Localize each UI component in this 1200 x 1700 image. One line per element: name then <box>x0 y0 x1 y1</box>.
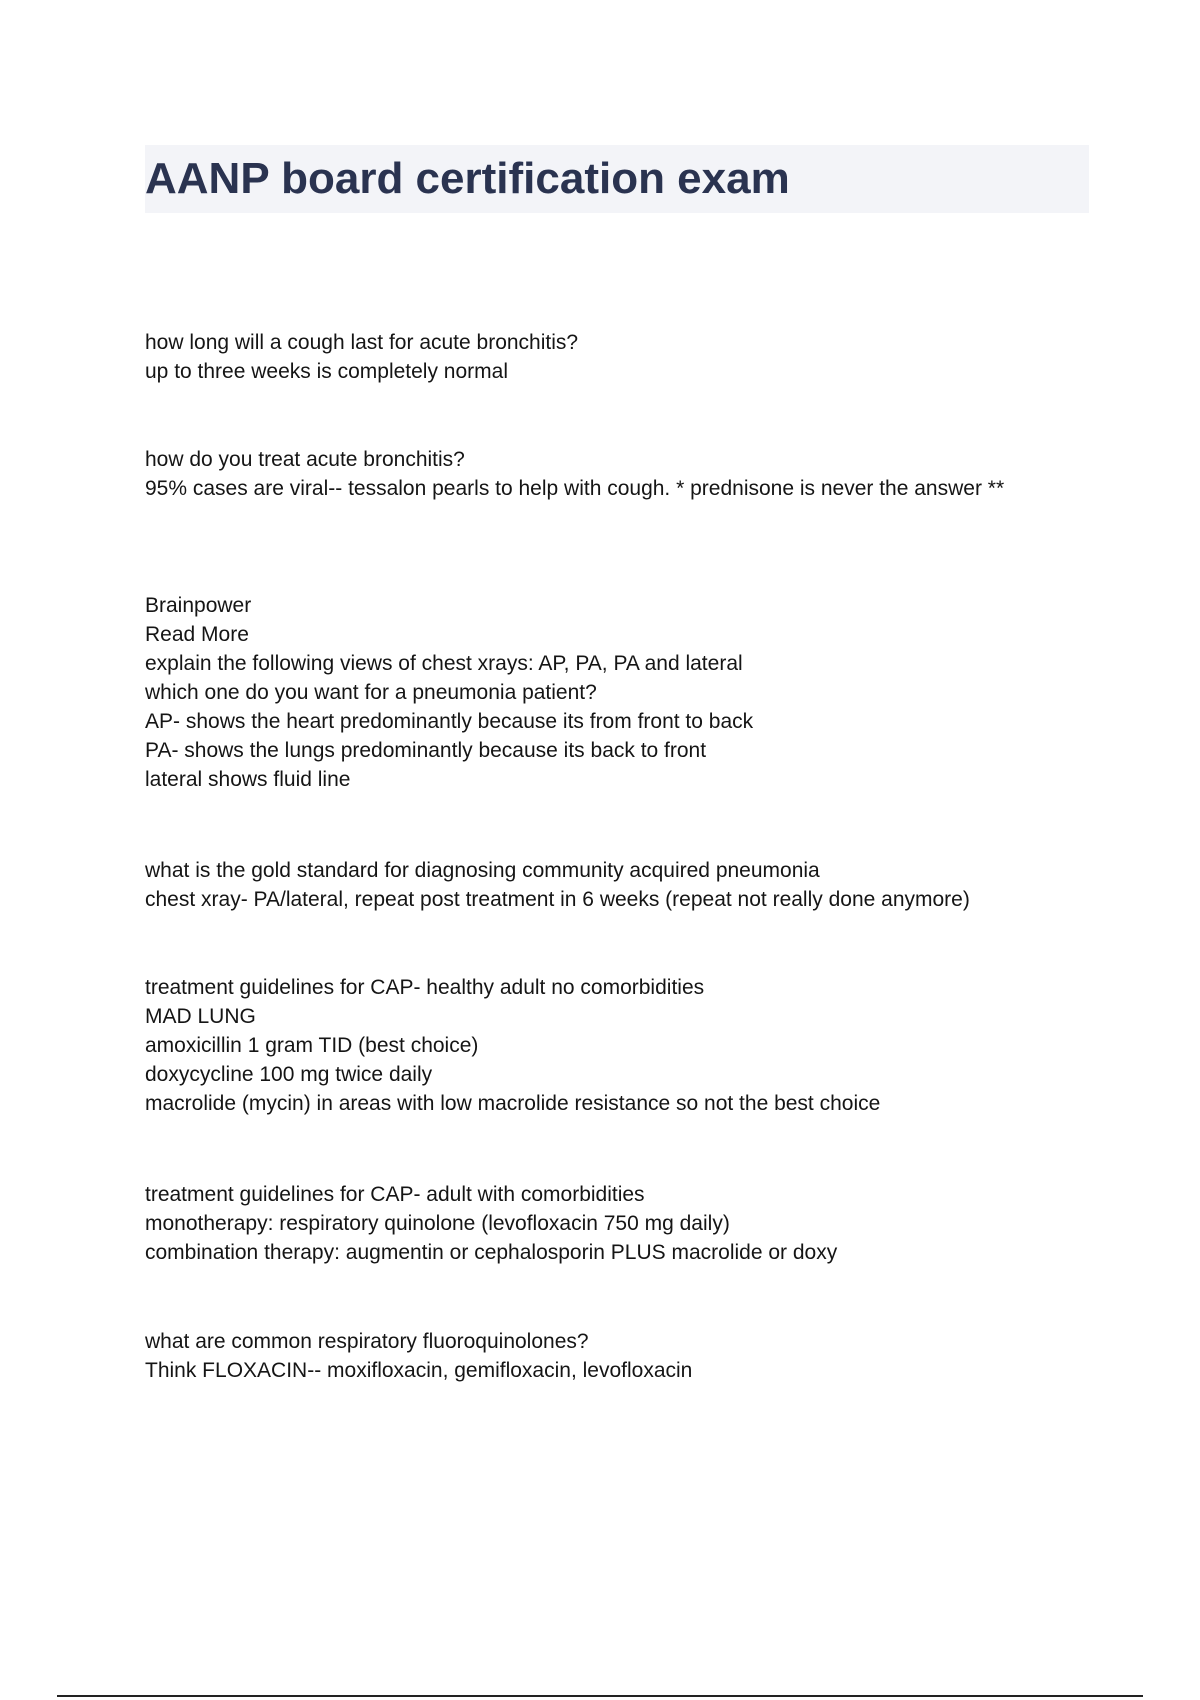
qa-card-fluoroquinolones <box>145 1327 1105 1385</box>
question-text: treatment guidelines for CAP- healthy adult no comorbidities <box>145 976 705 999</box>
question-text: what is the gold standard for diagnosing community acquired pneumonia <box>145 859 820 882</box>
qa-card-cap-comorbidities <box>145 1180 1105 1267</box>
answer-text: Think FLOXACIN-- moxifloxacin, gemifloxacin, levofloxacin <box>145 1359 693 1382</box>
answer-text: amoxicillin 1 gram TID (best choice) <box>145 1034 479 1057</box>
qa-card-chest-xray-views <box>145 591 1105 794</box>
answer-text: up to three weeks is completely normal <box>145 360 508 383</box>
answer-text: AP- shows the heart predominantly because its from front to back <box>145 710 754 733</box>
question-text: treatment guidelines for CAP- adult with comorbidities <box>145 1183 645 1206</box>
question-text: explain the following views of chest xrays: AP, PA, PA and lateral <box>145 652 743 675</box>
question-text: how do you treat acute bronchitis? <box>145 448 465 471</box>
brainpower-label: Brainpower <box>145 594 252 617</box>
answer-text: doxycycline 100 mg twice daily <box>145 1063 433 1086</box>
page-title: AANP board certification exam <box>145 154 790 203</box>
footer-divider <box>57 1695 1143 1697</box>
question-text: what are common respiratory fluoroquinolones? <box>145 1330 589 1353</box>
title-band <box>145 145 1089 213</box>
answer-text: MAD LUNG <box>145 1005 256 1028</box>
answer-text: lateral shows fluid line <box>145 768 351 791</box>
answer-text: combination therapy: augmentin or cephalosporin PLUS macrolide or doxy <box>145 1241 838 1264</box>
answer-text: chest xray- PA/lateral, repeat post treatment in 6 weeks (repeat not really done anymore) <box>145 888 970 911</box>
answer-text: PA- shows the lungs predominantly because its back to front <box>145 739 707 762</box>
question-text: how long will a cough last for acute bronchitis? <box>145 331 579 354</box>
read-more-link[interactable]: Read More <box>145 623 249 646</box>
qa-card-cap-gold-standard <box>145 856 1105 914</box>
answer-text: macrolide (mycin) in areas with low macrolide resistance so not the best choice <box>145 1092 881 1115</box>
qa-card-bronchitis-treatment <box>145 445 1105 503</box>
qa-card-cap-healthy-adult <box>145 973 1105 1118</box>
answer-text: monotherapy: respiratory quinolone (levofloxacin 750 mg daily) <box>145 1212 730 1235</box>
qa-card-cough-duration <box>145 328 1105 386</box>
question-text: which one do you want for a pneumonia patient? <box>145 681 597 704</box>
answer-text: 95% cases are viral-- tessalon pearls to help with cough. * prednisone is never the answer ** <box>145 477 1005 500</box>
